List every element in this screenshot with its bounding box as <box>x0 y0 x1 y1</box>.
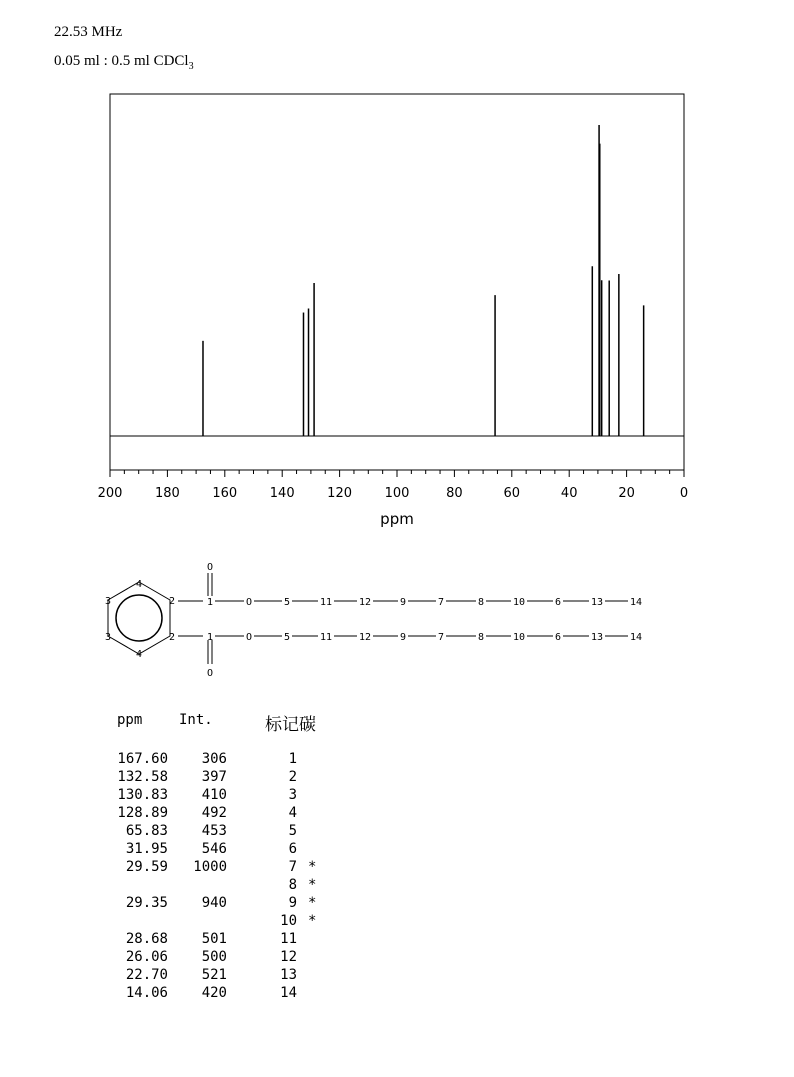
cell-int: 492 <box>201 805 227 821</box>
x-tick-label: 140 <box>269 486 295 501</box>
top-chain-atom-label: 1 <box>206 597 214 608</box>
ring-hexagon <box>108 582 170 654</box>
cell-atom: 11 <box>280 931 297 947</box>
cell-ppm: 31.95 <box>125 841 168 857</box>
bottom-chain-atom-label: 7 <box>437 632 445 643</box>
bottom-chain-atom-label: 9 <box>399 632 407 643</box>
cell-ppm: 29.59 <box>125 859 168 875</box>
cell-atom: 6 <box>288 841 297 857</box>
cell-ppm: 26.06 <box>125 949 168 965</box>
alkyl-chains <box>178 597 642 643</box>
carbonyl-oxygen-top: O <box>206 562 214 573</box>
carbonyl-groups <box>207 562 213 679</box>
ring-label: 4 <box>135 649 143 660</box>
ring-aromatic-circle <box>116 595 162 641</box>
cell-ppm: 28.68 <box>125 931 168 947</box>
cell-int: 500 <box>201 949 227 965</box>
top-chain-atom-label: 12 <box>358 597 372 608</box>
cell-mark: * <box>308 913 317 929</box>
cell-atom: 2 <box>288 769 297 785</box>
col-header-atom: 标记碳 <box>265 715 316 735</box>
top-chain-atom-label: 9 <box>399 597 407 608</box>
top-chain-atom-label: 6 <box>554 597 562 608</box>
x-tick-label: 160 <box>212 486 238 501</box>
ring-label: 2 <box>168 596 176 607</box>
cell-mark: * <box>308 859 317 875</box>
col-header-ppm: ppm <box>117 712 143 728</box>
ring-label: 3 <box>104 596 112 607</box>
bottom-chain-atom-label: 1 <box>206 632 214 643</box>
ring-label: 4 <box>135 579 143 590</box>
bottom-chain-atom-label: 13 <box>590 632 604 643</box>
x-tick-label: 20 <box>618 486 635 501</box>
cell-int: 501 <box>201 931 227 947</box>
bottom-chain-atom-label: 6 <box>554 632 562 643</box>
cell-atom: 9 <box>288 895 297 911</box>
top-chain-atom-label: 13 <box>590 597 604 608</box>
bottom-chain-atom-label: 10 <box>512 632 526 643</box>
top-chain-atom-label: 8 <box>477 597 485 608</box>
x-tick-label: 40 <box>560 486 578 501</box>
x-tick-label: 0 <box>679 486 689 501</box>
cell-int: 453 <box>201 823 227 839</box>
top-chain-atom-label: 5 <box>283 597 291 608</box>
bottom-chain-atom-label: O <box>245 632 253 643</box>
x-tick-label: 120 <box>327 486 353 501</box>
cell-atom: 8 <box>288 877 297 893</box>
cell-int: 546 <box>201 841 227 857</box>
cell-int: 521 <box>201 967 227 983</box>
cell-ppm: 130.83 <box>117 787 168 803</box>
col-header-int: Int. <box>179 712 213 728</box>
bottom-chain-atom-label: 5 <box>283 632 291 643</box>
cell-ppm: 29.35 <box>125 895 168 911</box>
cell-atom: 3 <box>288 787 297 803</box>
bottom-chain-atom-label: 12 <box>358 632 372 643</box>
top-chain-atom-label: 10 <box>512 597 526 608</box>
sample-main: 0.05 ml : 0.5 ml CDCl <box>54 53 189 69</box>
cell-atom: 12 <box>280 949 297 965</box>
x-tick-label: 100 <box>384 486 410 501</box>
bottom-chain-atom-label: 11 <box>319 632 333 643</box>
bottom-chain-atom-label: 14 <box>629 632 643 643</box>
cell-atom: 14 <box>280 985 297 1001</box>
cell-ppm: 14.06 <box>125 985 168 1001</box>
top-chain-atom-label: 11 <box>319 597 333 608</box>
cell-int: 306 <box>201 751 227 767</box>
cell-ppm: 22.70 <box>125 967 168 983</box>
x-axis-label: ppm <box>380 510 414 528</box>
top-chain-atom-label: 14 <box>629 597 643 608</box>
cell-int: 940 <box>201 895 227 911</box>
ring-label: 2 <box>168 632 176 643</box>
bottom-chain-atom-label: 8 <box>477 632 485 643</box>
cell-int: 420 <box>201 985 227 1001</box>
cell-ppm: 132.58 <box>117 769 168 785</box>
cell-int: 397 <box>201 769 227 785</box>
carbonyl-oxygen-bottom: O <box>206 668 214 679</box>
sample-subscript: 3 <box>188 61 194 72</box>
spectrometer-frequency: 22.53 MHz <box>54 24 123 40</box>
cell-mark: * <box>308 877 317 893</box>
cell-int: 410 <box>201 787 227 803</box>
x-tick-label: 80 <box>446 486 463 501</box>
cell-atom: 13 <box>280 967 297 983</box>
cell-int: 1000 <box>193 859 227 875</box>
cell-ppm: 65.83 <box>125 823 168 839</box>
cell-atom: 7 <box>288 859 297 875</box>
benzene-ring <box>105 579 175 660</box>
cell-atom: 10 <box>280 913 297 929</box>
top-chain-atom-label: O <box>245 597 253 608</box>
x-tick-label: 60 <box>503 486 521 501</box>
cell-atom: 4 <box>288 805 297 821</box>
cell-ppm: 128.89 <box>117 805 168 821</box>
top-chain-atom-label: 7 <box>437 597 445 608</box>
cell-ppm: 167.60 <box>117 751 168 767</box>
cell-atom: 1 <box>288 751 297 767</box>
x-tick-label: 180 <box>154 486 180 501</box>
x-tick-label: 200 <box>97 486 123 501</box>
cell-mark: * <box>308 895 317 911</box>
cell-atom: 5 <box>288 823 297 839</box>
ring-label: 3 <box>104 632 112 643</box>
